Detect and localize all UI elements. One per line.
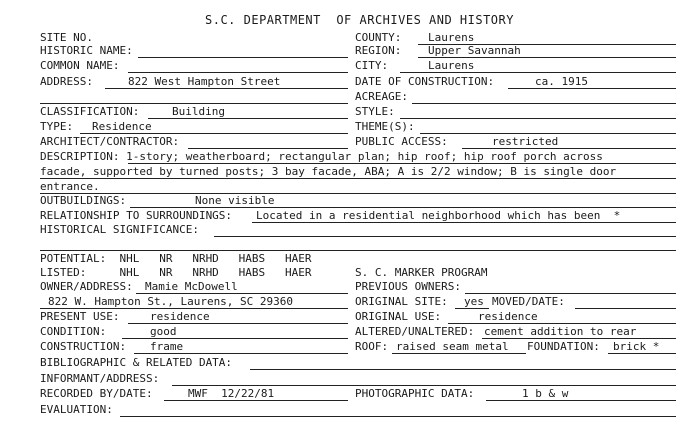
classification-label: CLASSIFICATION:: [40, 105, 140, 118]
foundation-label: FOUNDATION:: [527, 340, 600, 353]
significance-underline: [214, 236, 676, 237]
section-divider-1: [40, 103, 348, 104]
common-name-underline: [128, 72, 348, 73]
date-of-construction-value: ca. 1915: [535, 75, 588, 88]
site-no-label: SITE NO.: [40, 31, 93, 44]
county-label: COUNTY:: [355, 31, 402, 44]
owner-underline: [136, 293, 348, 294]
description-line-2: facade, supported by turned posts; 3 bay facade, ABA; A is 2/2 window; B is single door: [40, 165, 617, 178]
present-use-label: PRESENT USE:: [40, 310, 120, 323]
classification-underline: [148, 118, 348, 119]
historic-name-label: HISTORIC NAME:: [40, 44, 133, 57]
relationship-label: RELATIONSHIP TO SURROUNDINGS:: [40, 209, 233, 222]
county-value: Laurens: [428, 31, 475, 44]
region-underline: [418, 57, 676, 58]
architect-label: ARCHITECT/CONTRACTOR:: [40, 135, 180, 148]
acreage-underline: [412, 103, 676, 104]
themes-label: THEME(S):: [355, 120, 415, 133]
original-use-label: ORIGINAL USE:: [355, 310, 442, 323]
photographic-underline: [486, 400, 676, 401]
classification-value: Building: [172, 105, 225, 118]
condition-value: good: [150, 325, 177, 338]
date-underline: [508, 88, 676, 89]
outbuildings-value: None visible: [195, 194, 275, 207]
original-site-underline: [455, 308, 489, 309]
informant-underline: [172, 385, 676, 386]
marker-program-label: S. C. MARKER PROGRAM: [355, 266, 488, 279]
address-value: 822 West Hampton Street: [128, 75, 281, 88]
previous-owners-label: PREVIOUS OWNERS:: [355, 280, 461, 293]
region-label: REGION:: [355, 44, 402, 57]
description-underline-2: [40, 178, 676, 179]
original-site-label: ORIGINAL SITE:: [355, 295, 448, 308]
style-label: STYLE:: [355, 105, 395, 118]
moved-date-label: MOVED/DATE:: [492, 295, 565, 308]
foundation-value: brick *: [613, 340, 660, 353]
address-label: ADDRESS:: [40, 75, 93, 88]
historical-significance-label: HISTORICAL SIGNIFICANCE:: [40, 223, 199, 236]
themes-underline: [420, 133, 676, 134]
roof-label: ROOF:: [355, 340, 389, 353]
condition-underline: [122, 338, 348, 339]
photographic-data-value: 1 b & w: [522, 387, 569, 400]
altered-label: ALTERED/UNALTERED:: [355, 325, 475, 338]
public-access-underline: [462, 148, 676, 149]
original-site-value: yes: [464, 295, 484, 308]
listed-row: LISTED: NHL NR NRHD HABS HAER: [40, 266, 312, 279]
evaluation-underline: [120, 416, 676, 417]
informant-label: INFORMANT/ADDRESS:: [40, 372, 160, 385]
original-use-underline: [448, 323, 676, 324]
city-label: CITY:: [355, 59, 389, 72]
owner-address-label: OWNER/ADDRESS:: [40, 280, 133, 293]
owner-address-value: 822 W. Hampton St., Laurens, SC 29360: [48, 295, 294, 308]
date-of-construction-label: DATE OF CONSTRUCTION:: [355, 75, 495, 88]
roof-value: raised seam metal: [396, 340, 509, 353]
potential-row: POTENTIAL: NHL NR NRHD HABS HAER: [40, 252, 312, 265]
bibliographic-underline: [250, 369, 676, 370]
owner-address-underline: [40, 308, 348, 309]
original-use-value: residence: [478, 310, 538, 323]
description-line-1: DESCRIPTION: 1-story; weatherboard; rectangular plan; hip roof; hip roof porch across: [40, 150, 603, 163]
region-value: Upper Savannah: [428, 44, 521, 57]
style-underline: [400, 118, 676, 119]
city-underline: [400, 72, 676, 73]
relationship-value: Located in a residential neighborhood which has been *: [256, 209, 621, 222]
previous-owners-underline: [465, 293, 676, 294]
recorded-by-value: MWF 12/22/81: [188, 387, 275, 400]
description-underline-1: [128, 163, 676, 164]
historic-name-underline: [138, 57, 348, 58]
outbuildings-underline: [130, 207, 676, 208]
photographic-data-label: PHOTOGRAPHIC DATA:: [355, 387, 475, 400]
relationship-underline: [252, 222, 676, 223]
description-underline-3: [40, 193, 676, 194]
description-line-3: entrance.: [40, 180, 100, 193]
form-title: S.C. DEPARTMENT OF ARCHIVES AND HISTORY: [205, 13, 514, 27]
owner-name-value: Mamie McDowell: [145, 280, 238, 293]
construction-label: CONSTRUCTION:: [40, 340, 127, 353]
foundation-underline: [608, 353, 676, 354]
roof-underline: [392, 353, 526, 354]
acreage-label: ACREAGE:: [355, 90, 408, 103]
public-access-label: PUBLIC ACCESS:: [355, 135, 448, 148]
architect-underline: [188, 148, 348, 149]
type-underline: [80, 133, 348, 134]
significance-underline-2: [40, 250, 676, 251]
type-label: TYPE:: [40, 120, 74, 133]
recorded-by-label: RECORDED BY/DATE:: [40, 387, 153, 400]
bibliographic-label: BIBLIOGRAPHIC & RELATED DATA:: [40, 356, 233, 369]
recorded-by-underline: [164, 400, 348, 401]
altered-underline: [482, 338, 676, 339]
construction-value: frame: [150, 340, 184, 353]
type-value: Residence: [92, 120, 152, 133]
present-use-underline: [128, 323, 348, 324]
construction-underline: [134, 353, 348, 354]
address-underline: [105, 88, 348, 89]
altered-value: cement addition to rear: [484, 325, 637, 338]
condition-label: CONDITION:: [40, 325, 107, 338]
outbuildings-label: OUTBUILDINGS:: [40, 194, 127, 207]
common-name-label: COMMON NAME:: [40, 59, 120, 72]
public-access-value: restricted: [492, 135, 559, 148]
present-use-value: residence: [150, 310, 210, 323]
moved-date-underline: [575, 308, 676, 309]
city-value: Laurens: [428, 59, 475, 72]
evaluation-label: EVALUATION:: [40, 403, 113, 416]
